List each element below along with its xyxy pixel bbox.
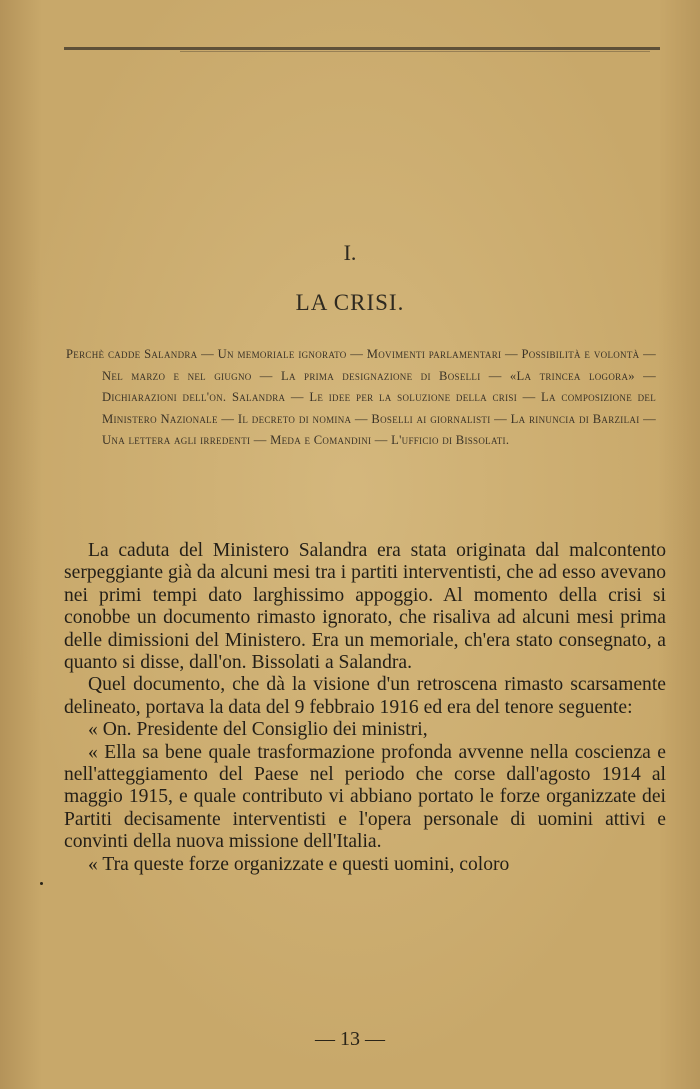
paragraph: « Tra queste forze organizzate e questi uomini, coloro — [88, 853, 510, 875]
body-text — [64, 540, 666, 876]
chapter-number: I. — [343, 240, 357, 265]
chapter-title: LA CRISI. — [295, 290, 405, 315]
header-rule — [64, 47, 660, 50]
page-number: — 13 — — [315, 1028, 385, 1050]
header-rule-thin — [180, 51, 650, 52]
paragraph: La caduta del Ministero Salandra era stata originata dal malcontento serpeggiante già da alcuni mesi tra i partiti interventisti, che ad esso avevano nei primi tempi dato larghissimo appoggio. Al momento della crisi si conobbe un documento rimasto ignorato, che risaliva ad alcuni mesi prima delle dimissioni del Ministero. Era un memoriale, ch'era stato consegnato, a quanto si disse, dall'on. Bissolati a Salandra. — [64, 540, 666, 674]
margin-mark — [40, 882, 43, 885]
paragraph: « Ella sa bene quale trasformazione profonda avvenne nella coscienza e nell'atteggiamento del Paese nel periodo che corse dall'agosto 1914 al maggio 1915, e quale contributo vi abbiano portato le forze organizzate dei Partiti decisamente interventisti e l'opera personale di uomini attivi e convinti della nuova missione dell'Italia. — [64, 741, 666, 853]
paragraph: Quel documento, che dà la visione d'un retroscena rimasto scarsamente delineato, portava la data del 9 febbraio 1916 ed era del tenore seguente: — [64, 674, 666, 718]
chapter-summary: Perchè cadde Salandra — Un memoriale ignorato — Movimenti parlamentari — Possibilità e volontà — Nel marzo e nel giugno — La prima designazione di Boselli — «La trincea logora» — Dichiarazioni dell'on. Salandra — Le idee per la soluzione della crisi — La composizione del Ministero Nazionale — Il decreto di nomina — Boselli ai giornalisti — La rinuncia di Barzilai — Una lettera agli irredenti — Meda e Comandini — L'ufficio di Bissolati. — [66, 347, 656, 448]
paragraph: « On. Presidente del Consiglio dei ministri, — [88, 719, 428, 741]
